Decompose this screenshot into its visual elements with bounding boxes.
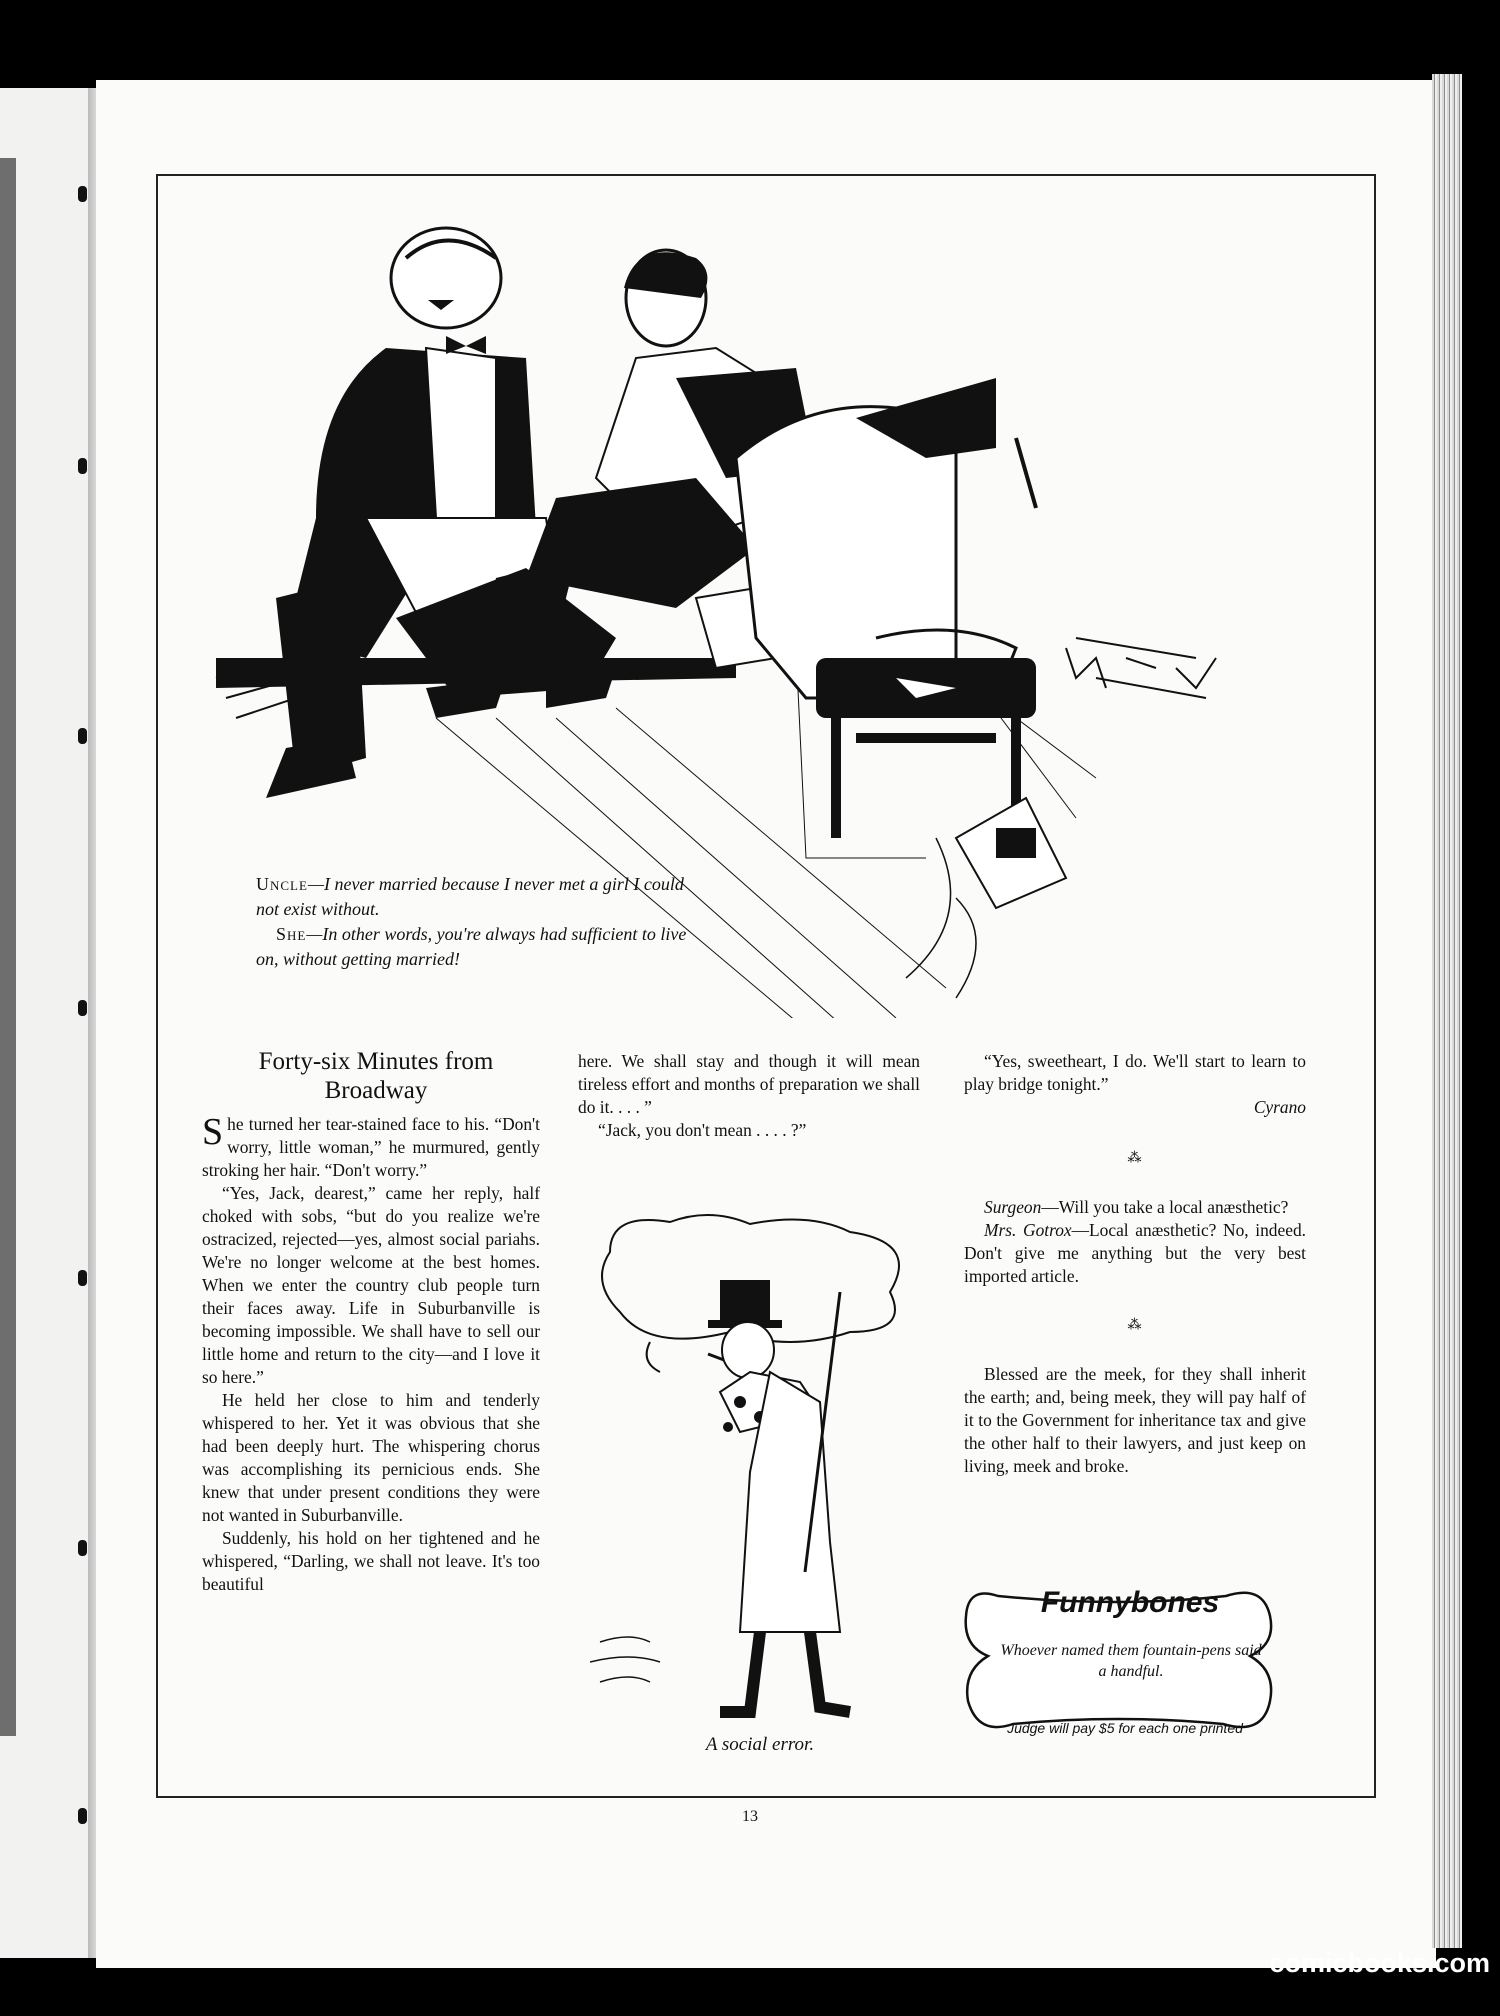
binding-hole [78, 1808, 87, 1824]
speaker-uncle: Uncle [256, 874, 308, 894]
speaker-surgeon: Surgeon [984, 1197, 1042, 1217]
page-number: 13 [742, 1808, 758, 1825]
story-column-1 [202, 1113, 540, 1596]
story-paragraph: “Yes, sweetheart, I do. We'll start to learn to play bridge tonight.” [964, 1051, 1306, 1094]
binding-hole [78, 458, 87, 474]
uncle-line: —I never married because I never met a girl I could not exist without. [256, 874, 684, 919]
left-page-illustration-strip [0, 158, 16, 1736]
binding-hole [78, 1000, 87, 1016]
story-paragraph: “Yes, Jack, dearest,” came her reply, half choked with sobs, “but do you realize we're ostracized, rejected—yes, almost social pariahs. We're no longer welcome at the best homes. When we enter the country club people turn their faces away. Life in Suburbanville is becoming impossible. We shall have to sell our little home and return to the city—and I love it so here.” [202, 1183, 540, 1387]
funnybones-footer: Judge will pay $5 for each one printed [1007, 1720, 1243, 1736]
story-paragraph: here. We shall stay and though it will mean tireless effort and months of preparation we shall do it. . . . ” [578, 1051, 920, 1117]
page-edges [1432, 74, 1462, 1948]
speaker-she: She [276, 924, 307, 944]
story-column-2 [578, 1050, 920, 1142]
story-title: Forty-six Minutes from Broadway [258, 1048, 494, 1104]
social-error-cartoon [590, 1212, 910, 1732]
binding-hole [78, 728, 87, 744]
binding-hole [78, 1540, 87, 1556]
speaker-mrs-gotrox: Mrs. Gotrox [984, 1220, 1072, 1240]
watermark: comicbooks.com [1269, 1948, 1490, 1978]
funnybones-joke: Whoever named them fountain-pens said a handful. [1000, 1642, 1262, 1680]
drop-cap: S [202, 1111, 224, 1153]
meek-joke: Blessed are the meek, for they shall inherit the earth; and, being meek, they will pay half of it to the Government for inheritance tax and give the other half to their lawyers, and just keep on living, meek and broke. [964, 1364, 1306, 1476]
section-separator: ⁂ [1127, 1318, 1143, 1333]
cartoon-caption [256, 872, 706, 972]
funnybones-title: Funnybones [1040, 1586, 1220, 1619]
story-signature: Cyrano [1253, 1097, 1306, 1117]
binding-hole [78, 1270, 87, 1286]
section-separator: ⁂ [1127, 1151, 1143, 1166]
story-paragraph: Suddenly, his hold on her tightened and he whispered, “Darling, we shall not leave. It's too beautiful [202, 1528, 540, 1594]
story-paragraph: He held her close to him and tenderly whispered to her. Yet it was obvious that she had been deeply hurt. The whispering chorus was accomplishing its pernicious ends. She knew that under present conditions they were not wanted in Suburbanville. [202, 1390, 540, 1525]
story-paragraph: “Jack, you don't mean . . . . ?” [598, 1120, 807, 1140]
she-line: —In other words, you're always had sufficient to live on, without getting married! [256, 924, 687, 969]
surgeon-line: —Will you take a local anæsthetic? [1041, 1197, 1289, 1217]
story-column-3 [964, 1050, 1306, 1478]
story-paragraph: he turned her tear-stained face to his. “Don't worry, little woman,” he murmured, gently stroking her hair. “Don't worry.” [202, 1114, 540, 1180]
gotrox-line: —Local anæsthetic? No, indeed. Don't give me anything but the very best imported article. [964, 1220, 1306, 1286]
cartoon2-caption: A social error. [705, 1734, 815, 1755]
binding-hole [78, 186, 87, 202]
